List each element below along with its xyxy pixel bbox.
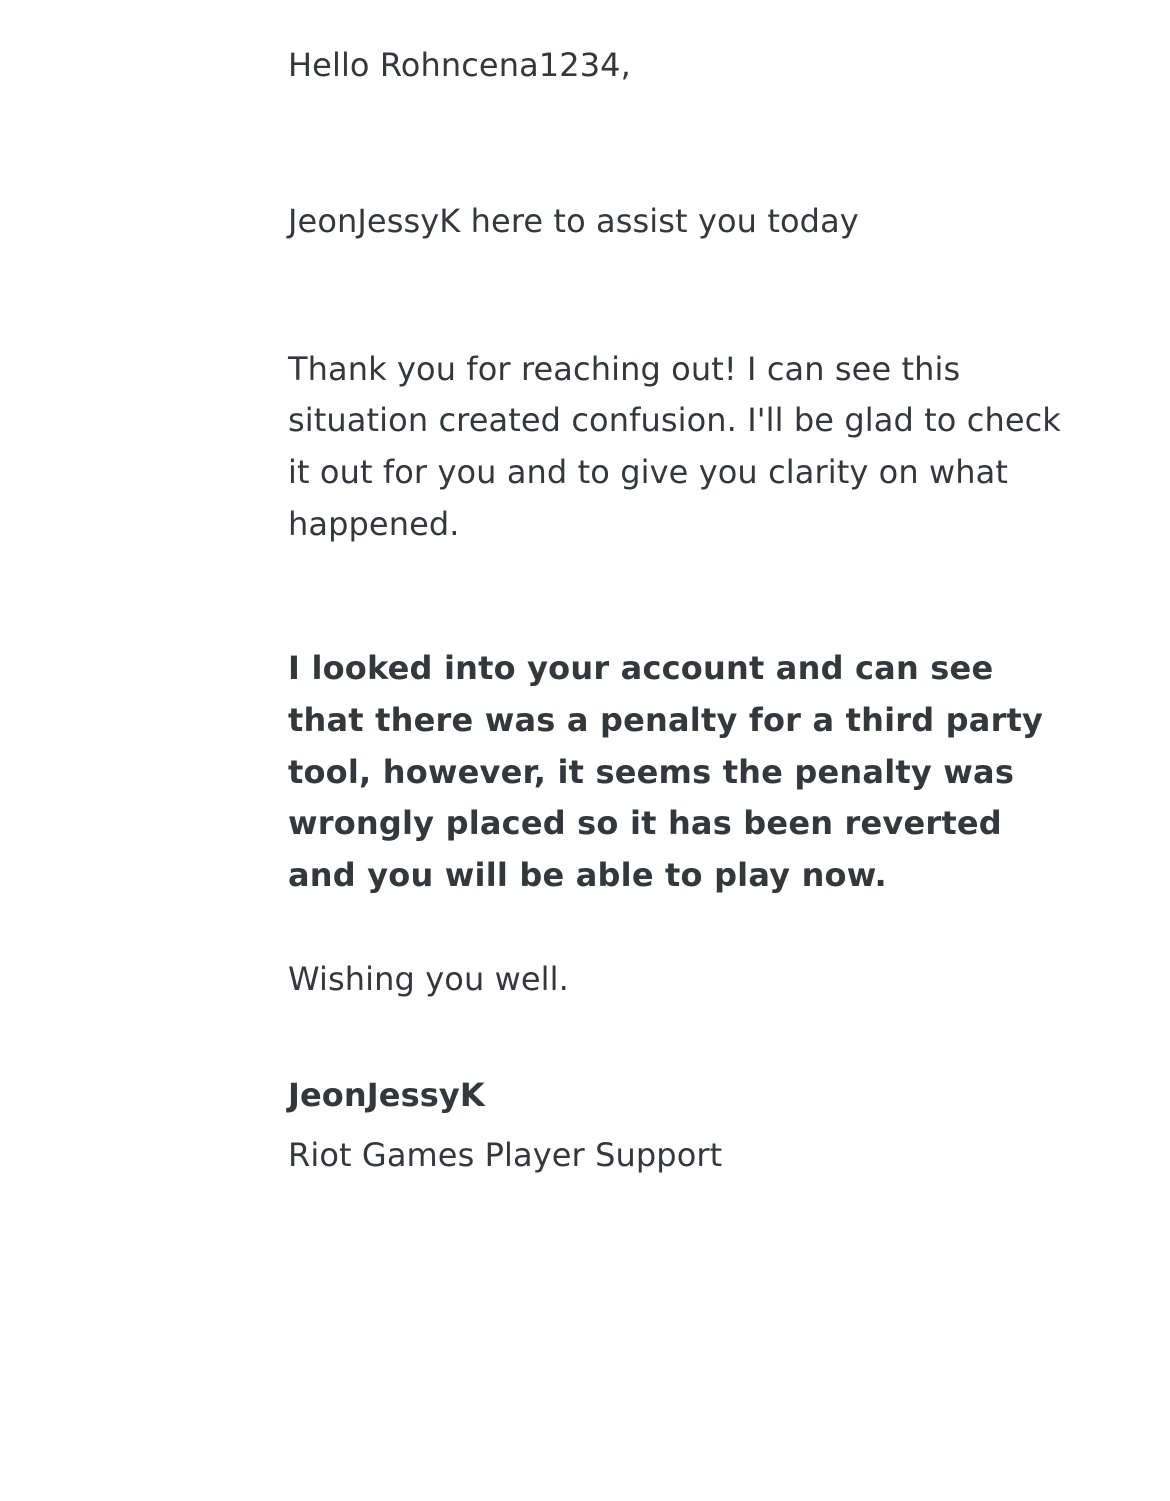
resolution-paragraph: I looked into your account and can see that there was a penalty for a third party tool, however, it seems the penalty was wrongly placed so it has been reverted and you will be able to play now. xyxy=(288,648,1044,895)
closing-line: Wishing you well. xyxy=(288,960,569,999)
acknowledgement-paragraph: Thank you for reaching out! I can see this situation created confusion. I'll be glad to check it out for you and to give you clarity on what happened. xyxy=(288,349,1061,544)
signature-agent-name: JeonJessyK xyxy=(288,1075,485,1114)
agent-introduction: JeonJessyK here to assist you today xyxy=(288,201,859,240)
message-body xyxy=(288,40,1074,1182)
signature-block xyxy=(288,1070,1074,1182)
greeting-line: Hello Rohncena1234, xyxy=(288,46,631,84)
signature-agent-role: Riot Games Player Support xyxy=(288,1135,723,1174)
